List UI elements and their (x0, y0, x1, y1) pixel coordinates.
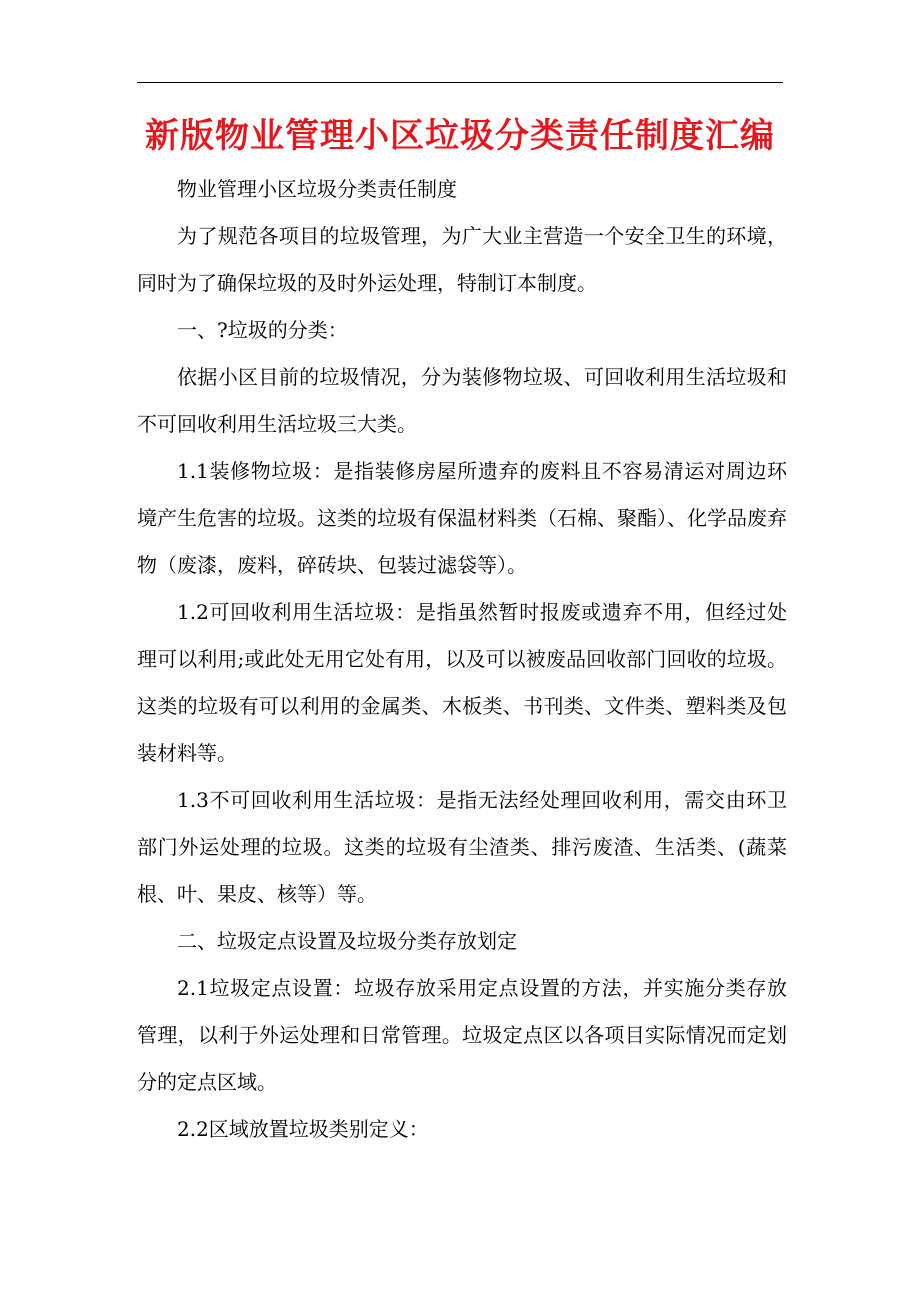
document-body (137, 166, 787, 1153)
section-heading-collection-points: 二、垃圾定点设置及垃圾分类存放划定 (177, 929, 517, 953)
document-subtitle: 物业管理小区垃圾分类责任制度 (177, 177, 457, 201)
document-title: 新版物业管理小区垃圾分类责任制度汇编 (145, 116, 775, 156)
section-heading-classification: 一、?垃圾的分类： (177, 318, 348, 342)
paragraph-2-2-area-definitions: 2.2区域放置垃圾类别定义： (177, 1117, 429, 1141)
paragraph-1-1-renovation-waste: 1.1装修物垃圾：是指装修房屋所遗弃的废料且不容易清运对周边环境产生危害的垃圾。这类的垃圾有保温材料类（石棉、聚酯）、化学品废弃物（废漆，废料，碎砖块、包装过滤袋等）。 (137, 459, 787, 577)
paragraph-classification-overview: 依据小区目前的垃圾情况，分为装修物垃圾、可回收利用生活垃圾和不可回收利用生活垃圾三大类。 (137, 365, 787, 436)
paragraph-1-3-non-recyclable-waste: 1.3不可回收利用生活垃圾：是指无法经处理回收利用，需交由环卫部门外运处理的垃圾。这类的垃圾有尘渣类、排污废渣、生活类、(蔬菜根、叶、果皮、核等）等。 (137, 788, 787, 906)
paragraph-intro: 为了规范各项目的垃圾管理，为广大业主营造一个安全卫生的环境，同时为了确保垃圾的及时外运处理，特制订本制度。 (137, 224, 787, 295)
paragraph-2-1-collection-points: 2.1垃圾定点设置：垃圾存放采用定点设置的方法，并实施分类存放管理，以利于外运处理和日常管理。垃圾定点区以各项目实际情况而定划分的定点区域。 (137, 976, 787, 1094)
paragraph-1-2-recyclable-waste: 1.2可回收利用生活垃圾：是指虽然暂时报废或遗弃不用，但经过处理可以利用;或此处无用它处有用，以及可以被废品回收部门回收的垃圾。这类的垃圾有可以利用的金属类、木板类、书刊类、文件类、塑料类及包装材料等。 (137, 600, 787, 765)
header-rule (137, 82, 783, 83)
